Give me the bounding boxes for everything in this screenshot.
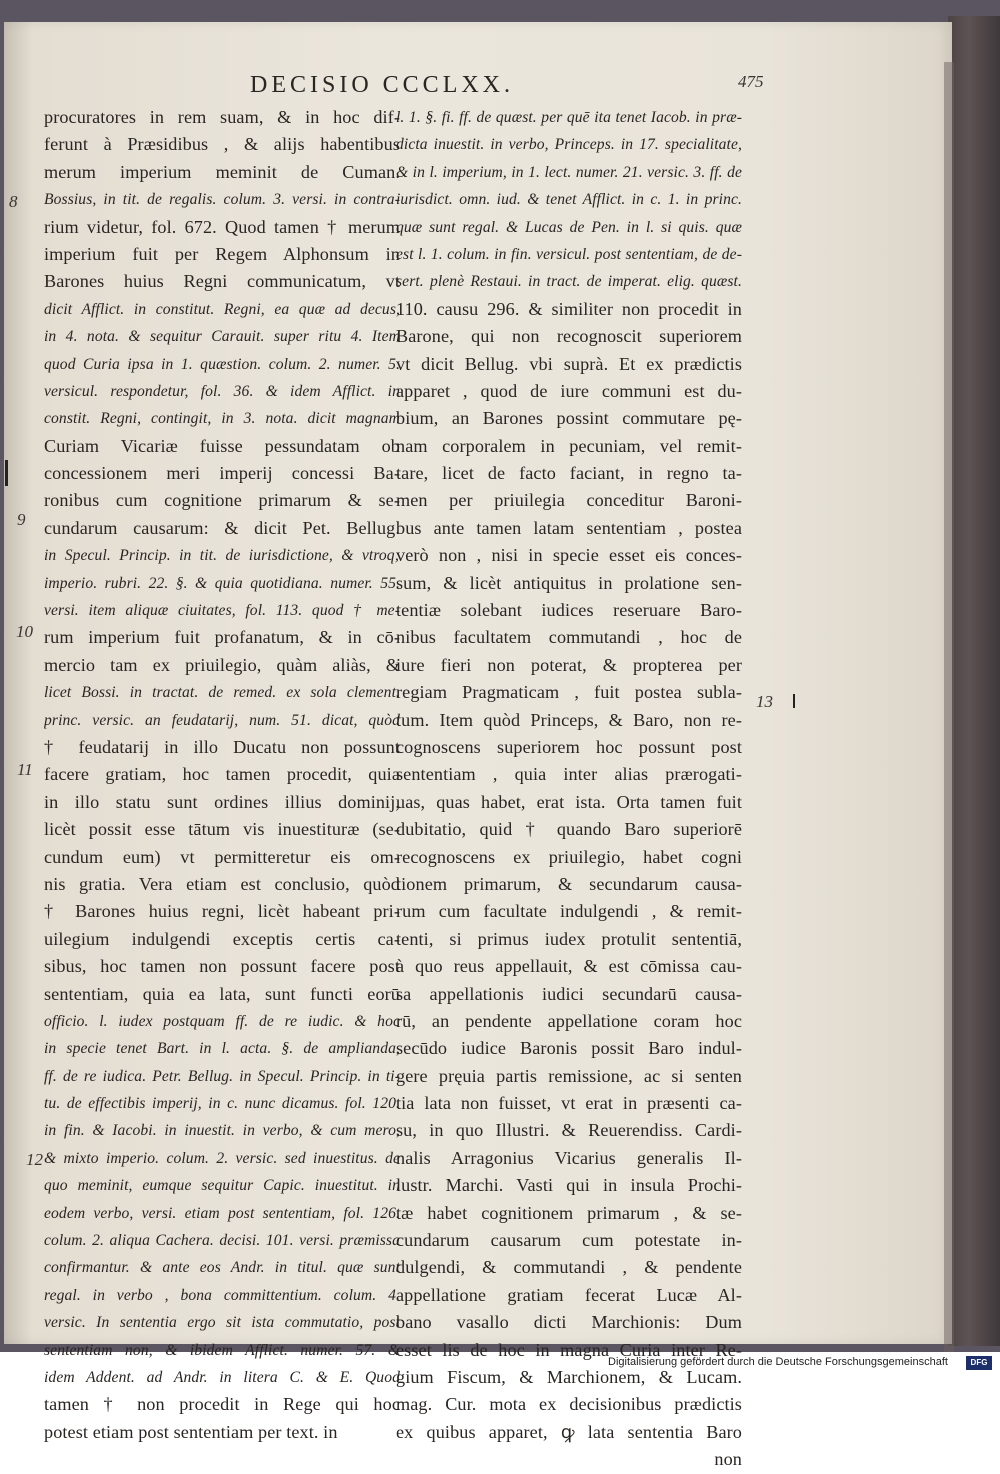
text-line: iure fieri non poterat, & propterea per bbox=[396, 654, 742, 675]
text-line: ex quibus apparet, ꝙ lata sententia Baro bbox=[396, 1421, 742, 1442]
text-line: tenti, si primus iudex protulit sententiā, bbox=[396, 928, 742, 949]
text-line: Bossius, in tit. de regalis. colum. 3. versi. in contra- bbox=[44, 191, 400, 209]
text-line: cundarum causarum: & dicit Pet. Bellug. bbox=[44, 517, 400, 538]
text-line: mercio tam ex priuilegio, quàm aliàs, & bbox=[44, 654, 400, 675]
text-line: ronibus cum cognitione primarum & se- bbox=[44, 490, 400, 511]
text-line: colum. 2. aliqua Cachera. decisi. 101. versi. præmissa bbox=[44, 1232, 400, 1250]
text-line: dicit Afflict. in constitut. Regni, ea quæ ad decus, bbox=[44, 300, 400, 318]
text-line: nibus facultatem commutandi , hoc de bbox=[396, 627, 742, 648]
text-line: tare, licet de facto faciant, in regno ta- bbox=[396, 463, 742, 484]
text-line: non bbox=[714, 1449, 742, 1470]
text-line: bus ante tamen latam sententiam , postea bbox=[396, 517, 742, 538]
text-line: in illo statu sunt ordines illius dominij, bbox=[44, 791, 400, 812]
text-line: Barone, qui non recognoscit superiorem bbox=[396, 326, 742, 347]
text-line: quo meminit, eumque sequitur Capic. inuestitut. in bbox=[44, 1177, 400, 1195]
text-line: idem Addent. ad Andr. in litera C. & E. Quod bbox=[44, 1368, 400, 1386]
text-line: facere gratiam, hoc tamen procedit, quia bbox=[44, 764, 400, 785]
text-line: sententiam non, & ibidem Afflict. numer. 57. & bbox=[44, 1341, 400, 1359]
text-line: vt dicit Bellug. vbi suprà. Et ex prædictis bbox=[396, 353, 742, 374]
text-line: tum. Item quòd Princeps, & Baro, non re- bbox=[396, 709, 742, 730]
text-line: uas, quas habet, erat ista. Orta tamen fuit bbox=[396, 791, 742, 812]
text-line: sa appellationis iudici secundarū causa- bbox=[396, 983, 742, 1004]
digitization-credit: Digitalisierung gefördert durch die Deutsche Forschungsgemeinschaft bbox=[608, 1356, 948, 1368]
text-line: imperio. rubri. 22. §. & quia quotidiana. numer. 55. bbox=[44, 574, 400, 592]
text-line: tamen † non procedit in Rege qui hoc bbox=[44, 1394, 400, 1415]
text-line: tentiæ solebant iudices reseruare Baro- bbox=[396, 600, 742, 621]
text-line: rū, an pendente appellatione coram hoc bbox=[396, 1010, 742, 1031]
text-line: gium Fiscum, & Marchionem, & Lucam. bbox=[396, 1366, 742, 1387]
text-line: in specie tenet Bart. in l. acta. §. de amplianda, bbox=[44, 1040, 400, 1058]
text-line: sententiam , quia inter alias prærogati- bbox=[396, 764, 742, 785]
margin-number-8: 8 bbox=[9, 192, 18, 211]
text-line: dubitatio, quid † quando Baro superiorē bbox=[396, 819, 742, 840]
book-edge bbox=[948, 16, 1000, 1346]
text-line: 110. causu 296. & similiter non procedit in bbox=[396, 298, 742, 319]
text-line: secūdo iudice Baronis possit Baro indul- bbox=[396, 1038, 742, 1059]
text-line: rium videtur, fol. 672. Quod tamen † merum bbox=[44, 216, 400, 237]
text-line: imperium fuit per Regem Alphonsum in bbox=[44, 243, 400, 264]
text-line: regal. in verbo , bona committentium. colum. 4. bbox=[44, 1286, 400, 1304]
text-line: sibus, hoc tamen non possunt facere post bbox=[44, 956, 400, 977]
text-line: quod Curia ipsa in 1. quæstion. colum. 2. numer. 5. bbox=[44, 355, 400, 373]
margin-mark bbox=[793, 694, 795, 708]
text-line: in fin. & Iacobi. in inuestit. in verbo, & cum mero, bbox=[44, 1122, 400, 1140]
text-line: versic. In sententia ergo sit ista commutatio, post bbox=[44, 1314, 400, 1332]
text-line: est l. 1. colum. in fin. versicul. post sententiam, de de- bbox=[396, 245, 742, 263]
running-title: DECISIO CCCLXX. bbox=[250, 72, 515, 98]
text-line: tionem primarum, & secundarum causa- bbox=[396, 873, 742, 894]
text-line: appellatione gratiam fecerat Lucæ Al- bbox=[396, 1284, 742, 1305]
text-line: officio. l. iudex postquam ff. de re iudic. & hoc bbox=[44, 1012, 400, 1030]
margin-number-13: 13 bbox=[756, 692, 773, 711]
text-line: confirmantur. & ante eos Andr. in titul. quæ sunt bbox=[44, 1259, 400, 1277]
text-line: eodem verbo, versi. etiam post sententiam, fol. 126. bbox=[44, 1204, 400, 1222]
text-line: tia lata non fuisset, vt erat in præsenti ca- bbox=[396, 1093, 742, 1114]
text-line: † feudatarij in illo Ducatu non possunt bbox=[44, 736, 400, 757]
text-line: dicta inuestit. in verbo, Princeps. in 17. specialitate, bbox=[396, 136, 742, 154]
text-line: nis gratia. Vera etiam est conclusio, quòd bbox=[44, 873, 400, 894]
text-line: l. 1. §. fi. ff. de quæst. per quē ita tenet Iacob. in præ- bbox=[396, 109, 742, 126]
page-number: 475 bbox=[738, 72, 764, 91]
text-line: ff. de re iudica. Petr. Bellug. in Specul. Princip. in ti- bbox=[44, 1067, 400, 1085]
text-line: à quo reus appellauit, & est cōmissa cau- bbox=[396, 956, 742, 977]
text-line: iurisdict. omn. iud. & tenet Afflict. in c. 1. in princ. bbox=[396, 191, 742, 209]
text-line: in 4. nota. & sequitur Carauit. super ritu 4. Item bbox=[44, 328, 400, 346]
text-line: apparet , quod de iure communi est du- bbox=[396, 380, 742, 401]
text-line: cundum eum) vt permitteretur eis om- bbox=[44, 846, 400, 867]
text-line: verò non , nisi in specie esset eis conces- bbox=[396, 545, 742, 566]
text-line: bium, an Barones possint commutare pę- bbox=[396, 408, 742, 429]
text-line: lustr. Marchi. Vasti qui in insula Prochi- bbox=[396, 1175, 742, 1196]
text-line: merum imperium meminit de Cuman. bbox=[44, 161, 400, 182]
text-line: bano vasallo dicti Marchionis: Dum bbox=[396, 1312, 742, 1333]
text-line: rum cum facultate indulgendi , & remit- bbox=[396, 901, 742, 922]
text-line: potest etiam post sententiam per text. in bbox=[44, 1421, 338, 1442]
text-line: tu. de effectibis imperij, in c. nunc dicamus. fol. 120. bbox=[44, 1095, 400, 1113]
margin-mark bbox=[5, 460, 8, 486]
text-line: sum, & licèt antiquitus in prolatione sen- bbox=[396, 572, 742, 593]
margin-number-11: 11 bbox=[17, 760, 33, 779]
right-column bbox=[396, 104, 742, 1474]
text-line: tæ habet cognitionem primarum , & se- bbox=[396, 1202, 742, 1223]
text-line: ferunt à Præsidibus , & alijs habentibus bbox=[44, 134, 400, 155]
text-line: su, in quo Illustri. & Reuerendiss. Cardi- bbox=[396, 1120, 742, 1141]
text-line: & in l. imperium, in 1. lect. numer. 21. versic. 3. ff. de bbox=[396, 163, 742, 181]
text-line: sententiam, quia ea lata, sunt functi eorū bbox=[44, 983, 400, 1004]
text-line: uilegium indulgendi exceptis certis ca- bbox=[44, 928, 400, 949]
margin-number-10: 10 bbox=[16, 622, 33, 641]
text-line: versicul. respondetur, fol. 36. & idem Afflict. in bbox=[44, 382, 400, 400]
margin-number-12: 12 bbox=[26, 1150, 43, 1169]
text-line: procuratores in rem suam, & in hoc dif- bbox=[44, 107, 400, 127]
text-line: rum imperium fuit profanatum, & in cō- bbox=[44, 627, 400, 648]
margin-number-9: 9 bbox=[17, 510, 26, 529]
text-line: cundarum causarum cum potestate in- bbox=[396, 1230, 742, 1251]
text-line: esset lis de hoc in magna Curia inter Re- bbox=[396, 1339, 742, 1360]
text-line: & mixto imperio. colum. 2. versic. sed inuestitus. de bbox=[44, 1149, 400, 1167]
text-line: mag. Cur. mota ex decisionibus prædictis bbox=[396, 1394, 742, 1415]
text-line: regiam Pragmaticam , fuit postea subla- bbox=[396, 682, 742, 703]
text-line: in Specul. Princip. in tit. de iurisdictione, & vtroq; bbox=[44, 547, 400, 565]
text-line: licèt possit esse tātum vis inuestituræ (se- bbox=[44, 819, 400, 840]
text-line: quæ sunt regal. & Lucas de Pen. in l. si quis. quæ bbox=[396, 218, 742, 236]
text-line: versi. item aliquæ ciuitates, fol. 113. quod † me- bbox=[44, 602, 400, 620]
text-line: men per priuilegia conceditur Baroni- bbox=[396, 490, 742, 511]
text-line: gere pręuia partis remissione, ac si senten bbox=[396, 1065, 742, 1086]
text-line: princ. versic. an feudatarij, num. 51. dicat, quòd bbox=[44, 711, 400, 729]
text-line: cognoscens superiorem hoc possunt post bbox=[396, 736, 742, 757]
text-line: Barones huius Regni communicatum, vt bbox=[44, 271, 400, 292]
text-line: Curiam Vicariæ fuisse pessundatam ob bbox=[44, 435, 400, 456]
text-line: recognoscens ex priuilegio, habet cogni bbox=[396, 846, 742, 867]
left-column bbox=[44, 104, 400, 1446]
text-line: sert. plenè Restaui. in tract. de imperat. elig. quæst. bbox=[396, 273, 742, 291]
text-line: constit. Regni, contingit, in 3. nota. dicit magnam bbox=[44, 410, 400, 428]
text-line: concessionem meri imperij concessi Ba- bbox=[44, 463, 400, 484]
text-line: nam corporalem in pecuniam, vel remit- bbox=[396, 435, 742, 456]
text-line: dulgendi, & commutandi , & pendente bbox=[396, 1257, 742, 1278]
text-line: licet Bossi. in tractat. de remed. ex sola clement. bbox=[44, 684, 400, 702]
text-line: nalis Arragonius Vicarius generalis Il- bbox=[396, 1147, 742, 1168]
page-edge-shadow bbox=[944, 62, 954, 1352]
text-line: † Barones huius regni, licèt habeant pri- bbox=[44, 901, 400, 922]
dfg-logo: DFG bbox=[966, 1356, 992, 1370]
